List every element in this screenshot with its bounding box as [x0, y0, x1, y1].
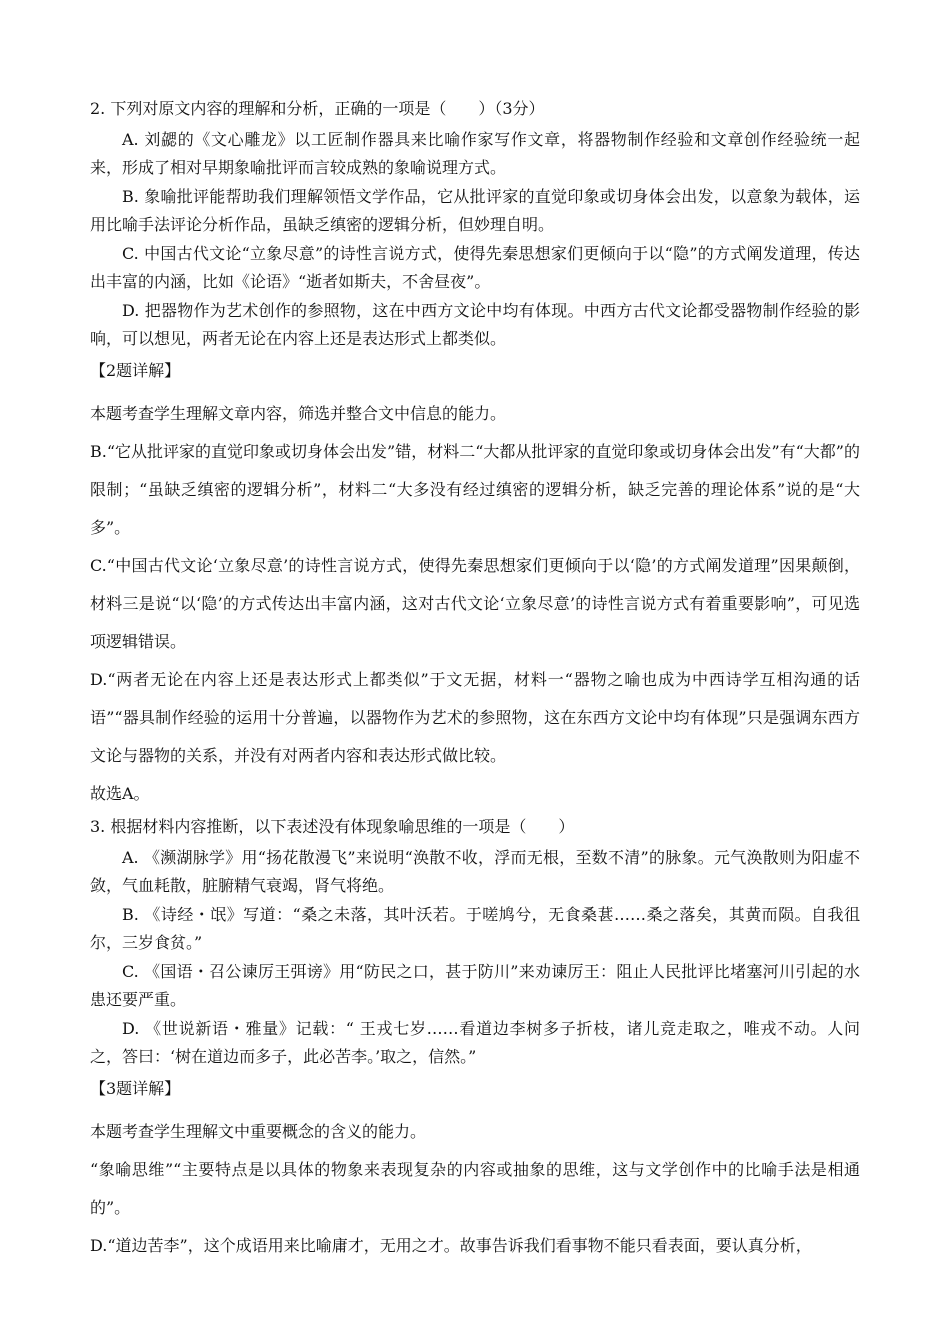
question-3-option-b: B. 《诗经・氓》写道：“桑之未落，其叶沃若。于嗟鸠兮，无食桑葚……桑之落矣，其黄而陨。自我徂尔，三岁食贫。”: [90, 905, 860, 952]
question-2-answer: 故选A。: [90, 784, 150, 803]
question-3-explanation-header: 【3题详解】: [90, 1079, 181, 1098]
question-3-explanation-concept: “象喻思维”“主要特点是以具体的物象来表现复杂的内容或抽象的思维，这与文学创作中的比喻手法是相通的”。: [90, 1160, 860, 1217]
question-2-explanation-header: 【2题详解】: [90, 361, 181, 380]
question-2-explanation-b: B.“它从批评家的直觉印象或切身体会出发”错，材料二“大都从批评家的直觉印象或切身体会出发”有“大都”的限制；“虽缺乏缜密的逻辑分析”，材料二“大多没有经过缜密的逻辑分析，缺乏完善的理论体系”说的是“大多”。: [90, 442, 860, 537]
document-body: [90, 95, 860, 1265]
question-2-option-a: A. 刘勰的《文心雕龙》以工匠制作器具来比喻作家写作文章，将器物制作经验和文章创作经验统一起来，形成了相对早期象喻批评而言较成熟的象喻说理方式。: [90, 130, 860, 177]
question-2-option-d: D. 把器物作为艺术创作的参照物，这在中西方文论中均有体现。中西方古代文论都受器物制作经验的影响，可以想见，两者无论在内容上还是表达形式上都类似。: [90, 301, 860, 348]
question-2-option-c: C. 中国古代文论“立象尽意”的诗性言说方式，使得先秦思想家们更倾向于以“隐”的方式阐发道理，传达出丰富的内涵，比如《论语》“逝者如斯夫，不舍昼夜”。: [90, 244, 860, 291]
question-3-explanation-d: D.“道边苦李”，这个成语用来比喻庸才，无用之才。故事告诉我们看事物不能只看表面，要认真分析，: [90, 1236, 812, 1255]
question-3-option-d: D. 《世说新语・雅量》记载：“ 王戎七岁……看道边李树多子折枝，诸儿竞走取之，唯戎不动。人问之，答曰：‘树在道边而多子，此必苦李。’取之，信然。”: [90, 1019, 860, 1066]
question-3-stem: 3. 根据材料内容推断，以下表述没有体现象喻思维的一项是（ ）: [90, 817, 575, 836]
question-2-explanation-c: C.“中国古代文论‘立象尽意’的诗性言说方式，使得先秦思想家们更倾向于以‘隐’的方式阐发道理”因果颠倒，材料三是说“以‘隐’的方式传达出丰富内涵，这对古代文论‘立象尽意’的诗性言说方式有着重要影响”，可见选项逻辑错误。: [90, 556, 860, 651]
question-3-option-c: C. 《国语・召公谏厉王弭谤》用“防民之口，甚于防川”来劝谏厉王：阻止人民批评比堵塞河川引起的水患还要严重。: [90, 962, 860, 1009]
question-3-explanation-intro: 本题考查学生理解文中重要概念的含义的能力。: [90, 1122, 427, 1141]
question-2-option-b: B. 象喻批评能帮助我们理解领悟文学作品，它从批评家的直觉印象或切身体会出发，以意象为载体，运用比喻手法评论分析作品，虽缺乏缜密的逻辑分析，但妙理自明。: [90, 187, 860, 234]
question-2-explanation-d: D.“两者无论在内容上还是表达形式上都类似”于文无据，材料一“器物之喻也成为中西诗学互相沟通的话语”“器具制作经验的运用十分普遍，以器物作为艺术的参照物，这在东西方文论中均有体现”只是强调东西方文论与器物的关系，并没有对两者内容和表达形式做比较。: [90, 670, 860, 765]
question-2-stem: 2. 下列对原文内容的理解和分析，正确的一项是（ ）（3分）: [90, 99, 545, 118]
question-3-option-a: A. 《濒湖脉学》用“扬花散漫飞”来说明“涣散不收，浮而无根，至数不清”的脉象。元气涣散则为阳虚不敛，气血耗散，脏腑精气衰竭，肾气将绝。: [90, 848, 860, 895]
question-2-explanation-intro: 本题考查学生理解文章内容，筛选并整合文中信息的能力。: [90, 404, 507, 423]
